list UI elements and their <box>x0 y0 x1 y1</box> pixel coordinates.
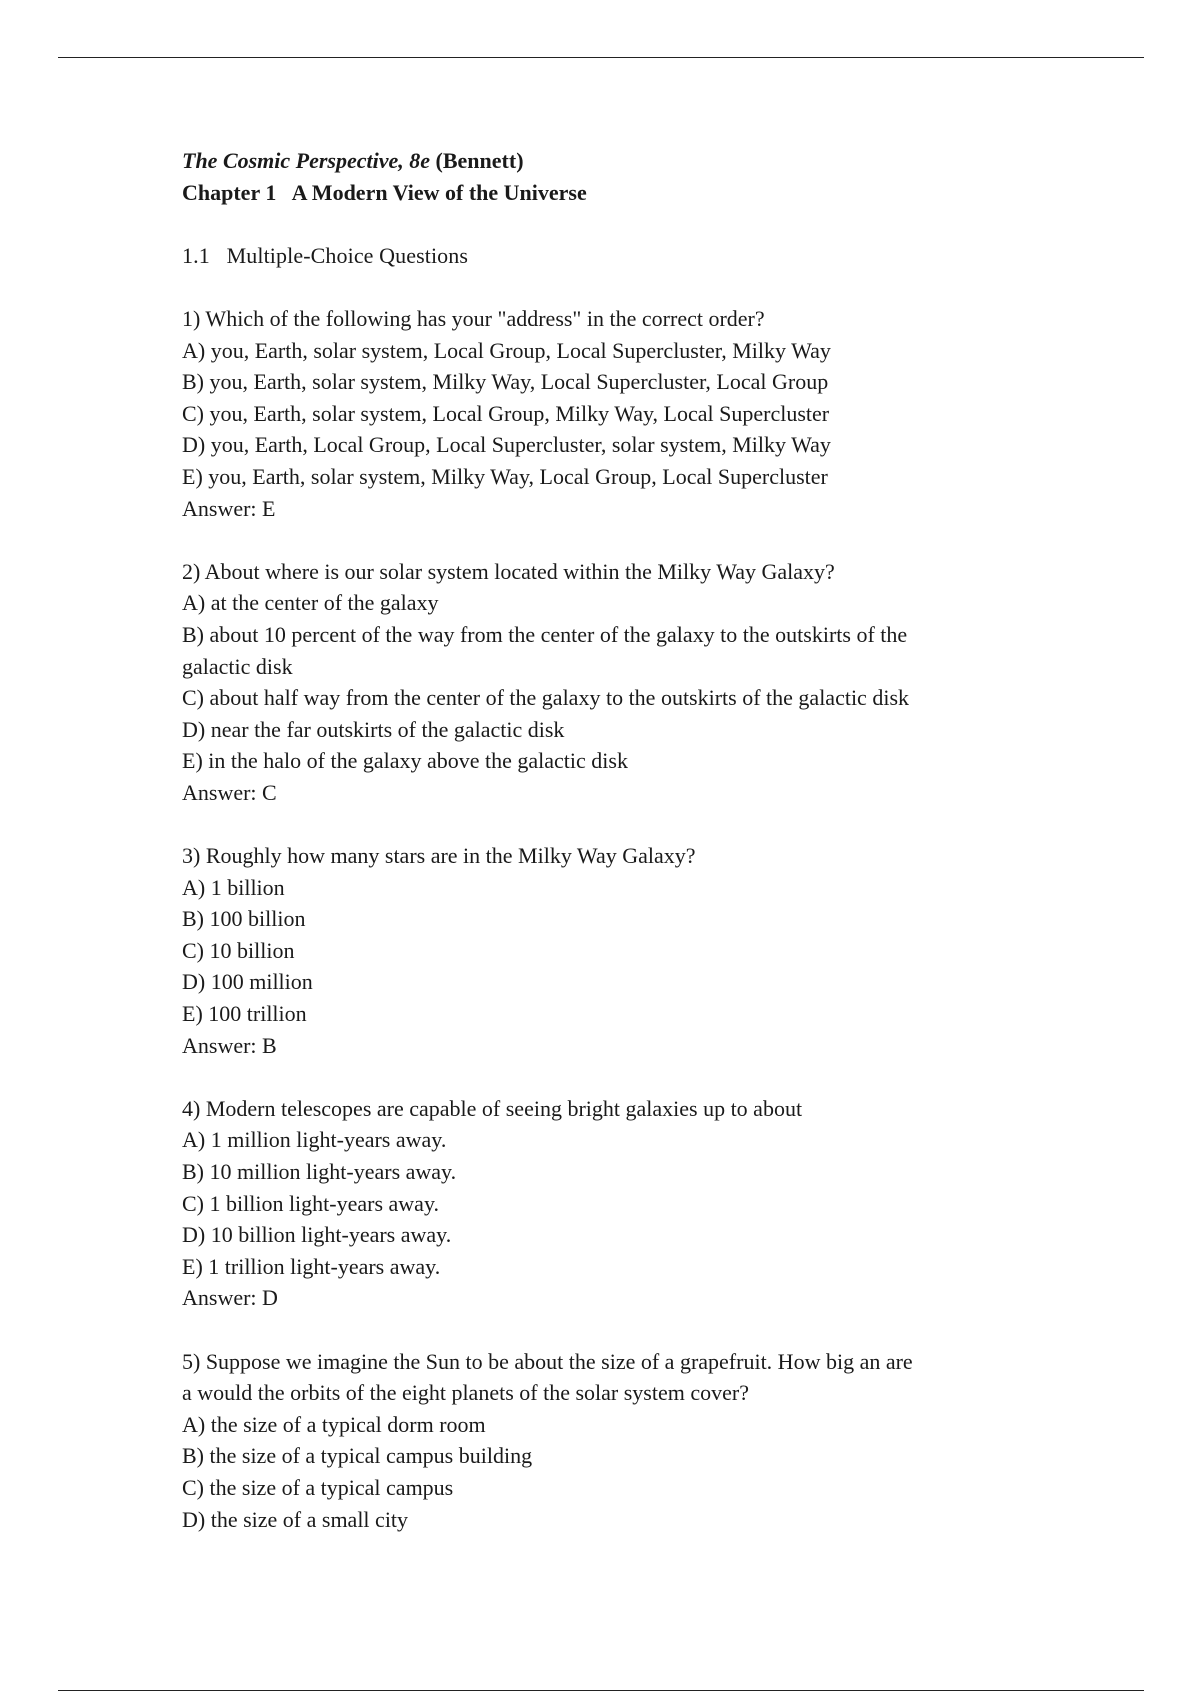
option: A) you, Earth, solar system, Local Group, Local Supercluster, Milky Way <box>182 337 831 363</box>
question-text: 4) Modern telescopes are capable of seeing bright galaxies up to about <box>182 1095 803 1121</box>
question-1 <box>182 303 1082 524</box>
section-heading <box>182 240 1082 272</box>
option: D) 10 billion light-years away. <box>182 1222 452 1248</box>
question-5 <box>182 1346 1082 1536</box>
option: D) you, Earth, Local Group, Local Supercluster, solar system, Milky Way <box>182 432 831 458</box>
option: D) 100 million <box>182 969 313 995</box>
option: E) you, Earth, solar system, Milky Way, Local Group, Local Supercluster <box>182 463 828 489</box>
chapter-title: A Modern View of the Universe <box>291 179 587 205</box>
option: B) 100 billion <box>182 906 306 932</box>
option-continued: galactic disk <box>182 653 293 679</box>
answer: Answer: C <box>182 779 277 805</box>
answer: Answer: E <box>182 495 276 521</box>
question-4 <box>182 1093 1082 1314</box>
page-content <box>182 145 1082 1535</box>
option: C) about half way from the center of the galaxy to the outskirts of the galactic disk <box>182 685 909 711</box>
question-text: 5) Suppose we imagine the Sun to be about the size of a grapefruit. How big an are <box>182 1348 913 1374</box>
option: E) 1 trillion light-years away. <box>182 1253 441 1279</box>
book-title: The Cosmic Perspective, 8e <box>182 148 431 173</box>
option: C) you, Earth, solar system, Local Group, Milky Way, Local Supercluster <box>182 400 830 426</box>
option: A) at the center of the galaxy <box>182 590 439 616</box>
option: C) the size of a typical campus <box>182 1474 454 1500</box>
option: B) about 10 percent of the way from the center of the galaxy to the outskirts of the <box>182 621 908 647</box>
option: D) near the far outskirts of the galactic disk <box>182 716 565 742</box>
question-text: 1) Which of the following has your "address" in the correct order? <box>182 305 765 331</box>
option: A) the size of a typical dorm room <box>182 1411 486 1437</box>
option: A) 1 billion <box>182 874 285 900</box>
chapter-label: Chapter 1 <box>182 179 277 205</box>
option: B) the size of a typical campus building <box>182 1443 533 1469</box>
top-rule <box>58 57 1144 58</box>
option: E) in the halo of the galaxy above the galactic disk <box>182 748 628 774</box>
chapter-heading <box>182 177 1082 209</box>
question-text-continued: a would the orbits of the eight planets of the solar system cover? <box>182 1380 749 1406</box>
option: A) 1 million light-years away. <box>182 1127 447 1153</box>
section-title: Multiple-Choice Questions <box>226 242 469 268</box>
option: C) 10 billion <box>182 937 295 963</box>
answer: Answer: B <box>182 1032 277 1058</box>
option: C) 1 billion light-years away. <box>182 1190 440 1216</box>
book-title-line <box>182 145 1082 177</box>
question-text: 2) About where is our solar system located within the Milky Way Galaxy? <box>182 558 835 584</box>
option: E) 100 trillion <box>182 1001 307 1027</box>
author: (Bennett) <box>435 148 524 173</box>
bottom-rule <box>58 1690 1144 1691</box>
option: D) the size of a small city <box>182 1506 409 1532</box>
question-2 <box>182 556 1082 809</box>
option: B) you, Earth, solar system, Milky Way, Local Supercluster, Local Group <box>182 369 829 395</box>
question-3 <box>182 840 1082 1061</box>
question-text: 3) Roughly how many stars are in the Milky Way Galaxy? <box>182 843 696 869</box>
section-number: 1.1 <box>182 242 210 268</box>
answer: Answer: D <box>182 1285 278 1311</box>
option: B) 10 million light-years away. <box>182 1159 457 1184</box>
